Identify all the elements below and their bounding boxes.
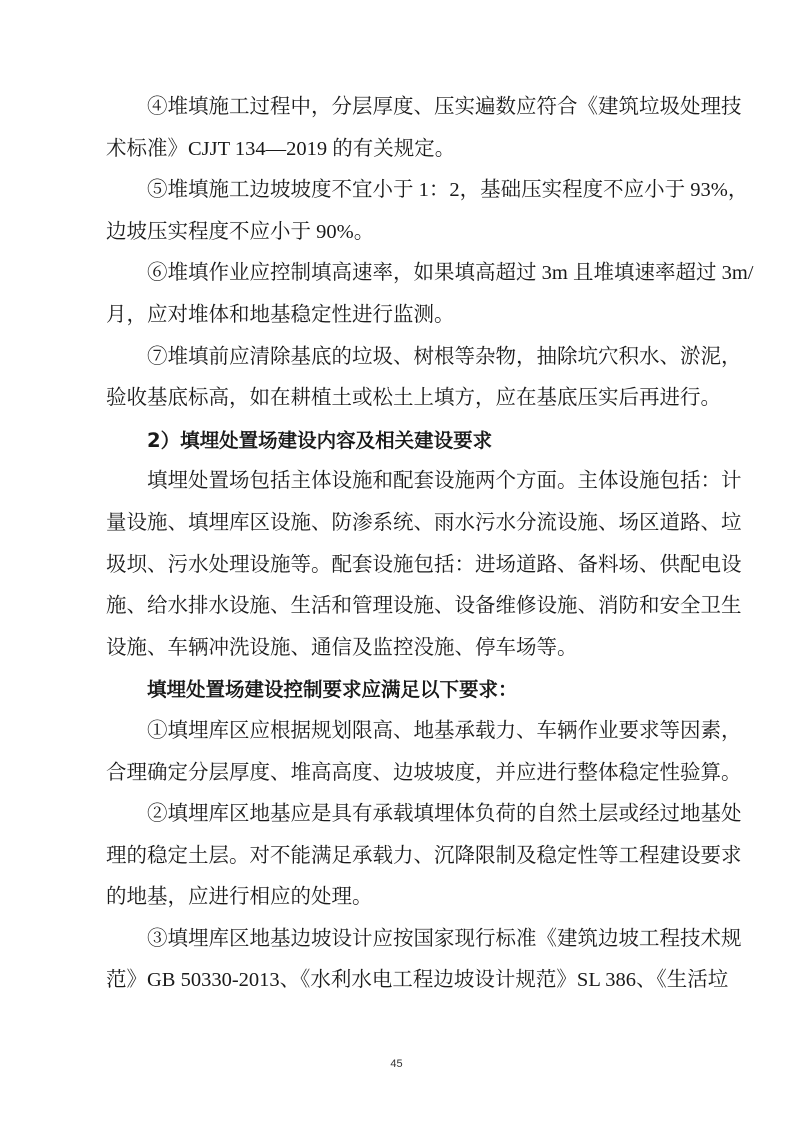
paragraph <box>106 461 742 669</box>
text-line: 填埋处置场建设控制要求应满足以下要求： <box>147 678 518 702</box>
paragraph <box>106 170 749 253</box>
text-line: 的地基，应进行相应的处理。 <box>106 886 373 909</box>
paragraph <box>106 337 742 420</box>
paragraph <box>106 253 754 336</box>
text-line: 2）填埋处置场建设内容及相关建设要求 <box>147 428 493 452</box>
text-line: 范》GB 50330-2013、《水利水电工程边坡设计规范》SL 386、《生活垃 <box>106 969 729 992</box>
text-line: 理的稳定土层。对不能满足承载力、沉降限制及稳定性等工程建设要求 <box>106 844 742 867</box>
text-line: 月，应对堆体和地基稳定性进行监测。 <box>106 303 455 326</box>
text-line: 边坡压实程度不应小于 90%。 <box>106 220 375 243</box>
text-line: 合理确定分层厚度、堆高高度、边坡坡度，并应进行整体稳定性验算。 <box>106 761 742 784</box>
paragraph <box>106 711 742 794</box>
text-line: ③填埋库区地基边坡设计应按国家现行标准《建筑边坡工程技术规 <box>147 927 742 950</box>
section-heading <box>106 669 688 711</box>
body-text <box>106 87 754 1002</box>
text-line: 量设施、填埋库区设施、防渗系统、雨水污水分流设施、场区道路、垃 <box>106 511 742 534</box>
text-line: ⑥堆填作业应控制填高速率，如果填高超过 3m 且堆填速率超过 3m/ <box>147 262 754 285</box>
text-line: ①填埋库区应根据规划限高、地基承载力、车辆作业要求等因素， <box>147 719 742 742</box>
text-line: ⑤堆填施工边坡坡度不宜小于 1：2，基础压实程度不应小于 93%， <box>147 179 749 202</box>
text-line: 设施、车辆冲洗设施、通信及监控没施、停车场等。 <box>106 636 578 659</box>
text-line: 验收基底标高，如在耕植土或松土上填方，应在基底压实后再进行。 <box>106 387 721 410</box>
text-line: ④堆填施工过程中，分层厚度、压实遍数应符合《建筑垃圾处理技 <box>147 96 742 118</box>
section-heading <box>106 420 688 462</box>
text-line: ⑦堆填前应清除基底的垃圾、树根等杂物，抽除坑穴积水、淤泥， <box>147 345 742 368</box>
page-number: 45 <box>390 1058 403 1070</box>
text-line: 填埋处置场包括主体设施和配套设施两个方面。主体设施包括：计 <box>147 470 742 493</box>
text-line: 圾坝、污水处理设施等。配套设施包括：进场道路、备料场、供配电设 <box>106 553 742 576</box>
text-line: ②填埋库区地基应是具有承载填埋体负荷的自然土层或经过地基处 <box>147 803 742 826</box>
text-line: 术标准》CJJT 134—2019 的有关规定。 <box>106 137 456 160</box>
paragraph <box>106 794 742 919</box>
paragraph <box>106 919 742 1002</box>
paragraph <box>106 87 742 170</box>
text-line: 施、给水排水设施、生活和管理设施、设备维修设施、消防和安全卫生 <box>106 595 742 618</box>
